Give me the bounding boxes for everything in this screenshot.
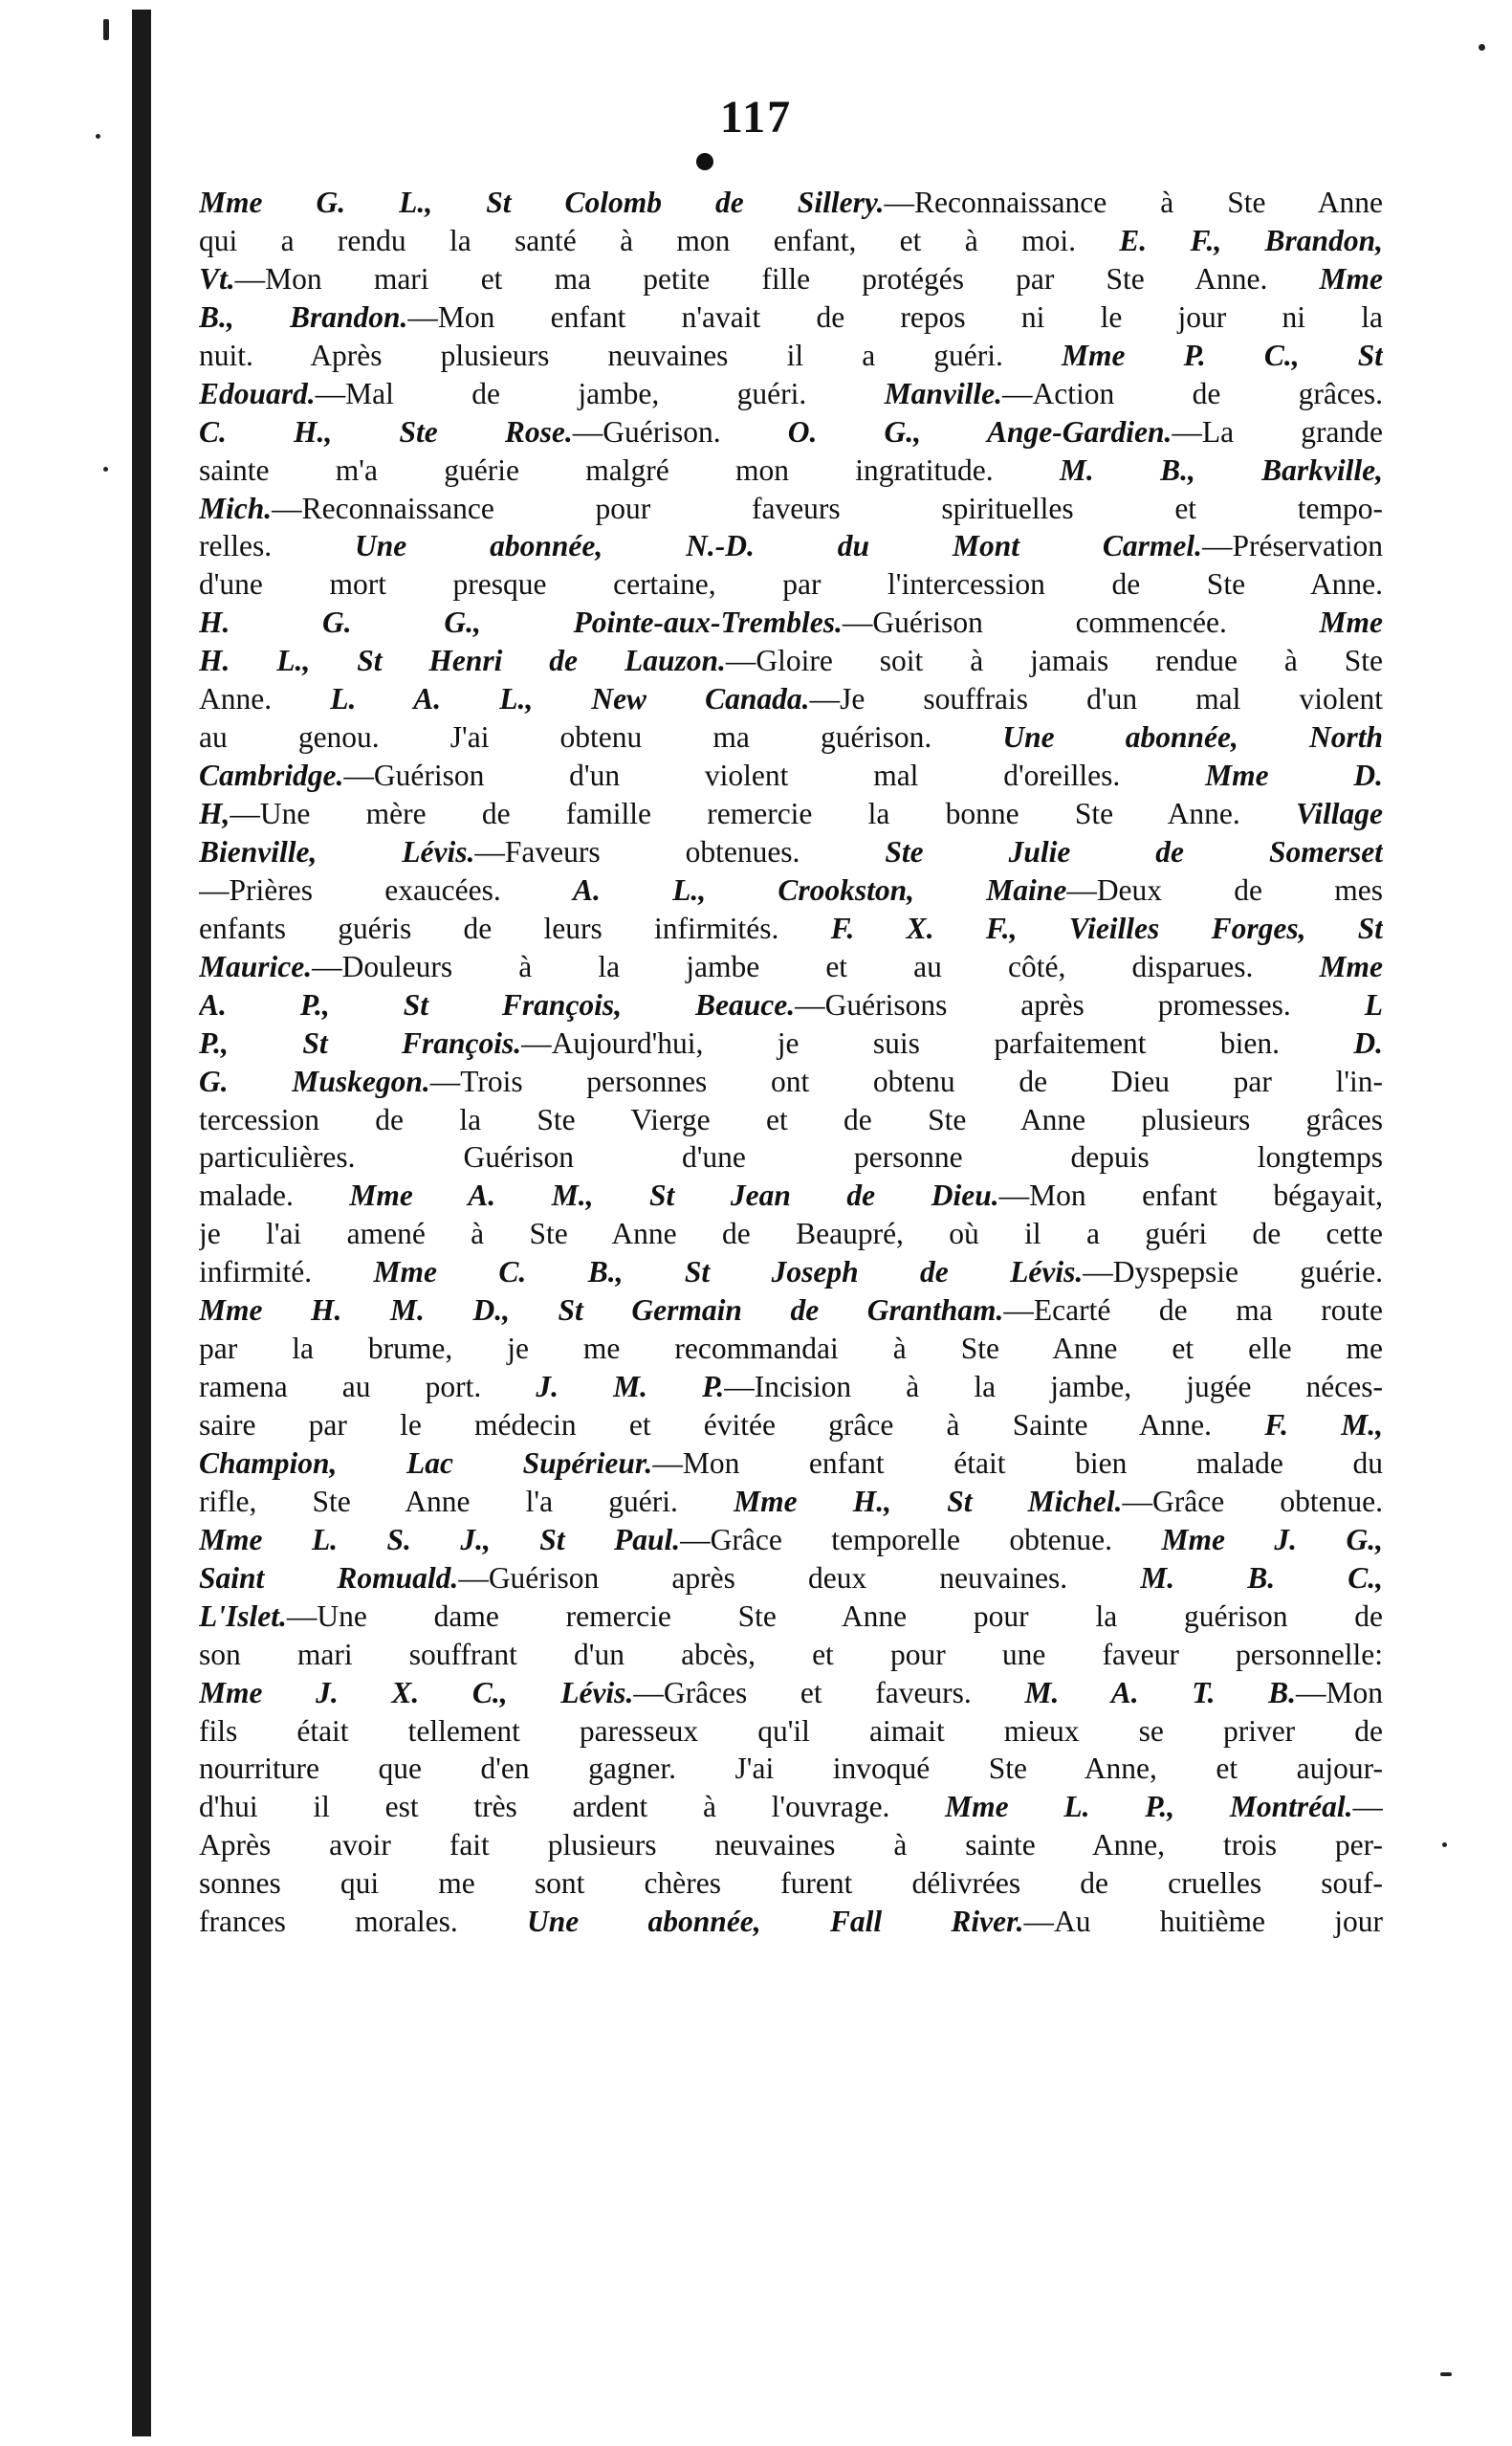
entry-attribution: Mme H., St Michel. [734, 1484, 1123, 1518]
text-line [199, 490, 1383, 528]
text-line [199, 1368, 1383, 1406]
entry-text: — [1352, 1790, 1383, 1824]
text-line [199, 1444, 1383, 1483]
entry-attribution: B., Brandon. [199, 299, 408, 334]
text-line [199, 1636, 1383, 1674]
entry-attribution: Maurice. [199, 949, 313, 983]
entry-attribution: Mme L. P., Montréal. [945, 1790, 1353, 1824]
scan-speck [103, 19, 109, 40]
entry-text: —Incision à la jambe, jugée néces- [724, 1370, 1383, 1404]
entry-text: —Guérison. [572, 414, 788, 449]
entry-attribution: Mme P. C., St [1062, 338, 1383, 372]
entry-text: —Une mère de famille remercie la bonne Ste Anne. [230, 797, 1296, 830]
entry-text: je l'ai amené à Ste Anne de Beaupré, où il a guéri de cette [199, 1217, 1383, 1251]
entry-attribution: H. G. G., Pointe-aux-Trembles. [199, 606, 843, 640]
entry-text: fils était tellement paresseux qu'il aimait mieux se priver de [199, 1713, 1383, 1748]
entry-attribution: Une abonnée, Fall River. [527, 1905, 1024, 1939]
text-line [199, 452, 1383, 490]
entry-attribution: Mme H. M. D., St Germain de Grantham. [199, 1293, 1004, 1328]
entry-text: —Dyspepsie guérie. [1083, 1255, 1383, 1289]
entry-attribution: Mme C. B., St Joseph de Lévis. [373, 1255, 1084, 1289]
text-line [199, 527, 1383, 565]
entry-attribution: Une abonnée, N.-D. du Mont Carmel. [355, 529, 1203, 563]
entry-attribution: L'Islet. [199, 1598, 287, 1633]
body-text [199, 184, 1383, 1941]
text-line [199, 375, 1383, 413]
entry-text: —Faveurs obtenues. [474, 834, 886, 869]
entry-attribution: C. H., Ste Rose. [199, 414, 573, 449]
entry-text: sonnes qui me sont chères furent délivrées de cruelles souf- [199, 1866, 1383, 1901]
text-line [199, 1177, 1383, 1215]
entry-attribution: Edouard. [199, 376, 316, 410]
entry-text: —Gloire soit à jamais rendue à Ste [725, 644, 1383, 678]
entry-attribution: Bienville, Lévis. [199, 834, 475, 869]
text-line [199, 1826, 1383, 1864]
entry-text: particulières. Guérison d'une personne depuis longtemps [199, 1140, 1383, 1175]
text-line [199, 1712, 1383, 1751]
entry-attribution: J. M. P. [536, 1370, 725, 1404]
entry-text: nourriture que d'en gagner. J'ai invoqué Ste Anne, et aujour- [199, 1752, 1383, 1786]
text-line [199, 1101, 1383, 1139]
entry-text: —Action de grâces. [1001, 376, 1383, 410]
entry-attribution: Une abonnée, North [1002, 720, 1383, 755]
entry-text: qui a rendu la santé à mon enfant, et à moi. [199, 223, 1120, 257]
text-line [199, 1330, 1383, 1368]
entry-text: relles. [199, 529, 355, 563]
entry-text: —Trois personnes ont obtenu de Dieu par l'in- [429, 1064, 1383, 1098]
text-line [199, 298, 1383, 337]
entry-text: Anne. [199, 682, 331, 716]
text-line [199, 1521, 1383, 1559]
entry-text: son mari souffrant d'un abcès, et pour une faveur personnelle: [199, 1637, 1383, 1671]
text-line [199, 1903, 1383, 1941]
entry-text: —Une dame remercie Ste Anne pour la guérison de [286, 1598, 1383, 1633]
entry-attribution: F. M., [1264, 1408, 1383, 1442]
entry-text: rifle, Ste Anne l'a guéri. [199, 1484, 734, 1518]
entry-text: sainte m'a guérie malgré mon ingratitude. [199, 452, 1060, 487]
entry-attribution: H. L., St Henri de Lauzon. [199, 644, 726, 678]
entry-text: ramena au port. [199, 1370, 537, 1404]
entry-text: —Grâce temporelle obtenue. [680, 1522, 1162, 1556]
entry-text: frances morales. [199, 1905, 528, 1939]
text-line [199, 1025, 1383, 1063]
entry-attribution: Mme [1319, 261, 1383, 296]
entry-attribution: Saint Romuald. [199, 1560, 459, 1595]
text-line [199, 260, 1383, 298]
entry-text: —Deux de mes [1066, 872, 1383, 907]
entry-text: —La grande [1172, 414, 1383, 449]
entry-attribution: Mme G. L., St Colomb de Sillery. [199, 186, 885, 219]
entry-text: enfants guéris de leurs infirmités. [199, 911, 831, 945]
entry-attribution: Mich. [199, 491, 273, 525]
entry-attribution: O. G., Ange-Gardien. [787, 414, 1172, 449]
text-line [199, 1750, 1383, 1788]
page-number: 117 [719, 92, 793, 143]
text-line [199, 565, 1383, 604]
entry-attribution: D. [1353, 1025, 1383, 1060]
entry-text: —Guérisons après promesses. [795, 987, 1365, 1022]
text-line [199, 718, 1383, 757]
binding-shadow [132, 10, 151, 2436]
entry-text: d'hui il est très ardent à l'ouvrage. [199, 1790, 946, 1824]
text-line [199, 642, 1383, 680]
entry-attribution: L. A. L., New Canada. [330, 682, 810, 716]
text-line [199, 871, 1383, 910]
text-line [199, 795, 1383, 833]
entry-attribution: Mme J. G., [1161, 1522, 1383, 1556]
text-line [199, 1864, 1383, 1903]
text-line [199, 1598, 1383, 1636]
scan-speck [1440, 2372, 1452, 2376]
text-line [199, 1291, 1383, 1330]
entry-text: —Guérison d'un violent mal d'oreilles. [343, 759, 1206, 793]
scan-speck [1479, 44, 1485, 51]
text-line [199, 680, 1383, 718]
entry-text: —Au huitième jour [1023, 1905, 1383, 1939]
text-line [199, 222, 1383, 260]
entry-attribution: L [1364, 987, 1383, 1022]
text-line [199, 1483, 1383, 1521]
entry-text: —Reconnaissance à Ste Anne [884, 186, 1383, 219]
entry-attribution: G. Muskegon. [199, 1064, 430, 1098]
text-line [199, 1788, 1383, 1826]
entry-text: saire par le médecin et évitée grâce à Sainte Anne. [199, 1408, 1265, 1442]
text-line [199, 1674, 1383, 1712]
entry-attribution: Mme [1319, 606, 1383, 640]
entry-text: par la brume, je me recommandai à Ste Anne et elle me [199, 1332, 1383, 1366]
entry-text: —Reconnaissance pour faveurs spirituelles et tempo- [272, 491, 1383, 525]
text-line [199, 1253, 1383, 1291]
text-line [199, 833, 1383, 871]
text-line [199, 1063, 1383, 1101]
entry-text: nuit. Après plusieurs neuvaines il a guéri. [199, 338, 1063, 372]
entry-attribution: Champion, Lac Supérieur. [199, 1445, 653, 1480]
entry-text: —Préservation [1202, 529, 1383, 563]
entry-text: —Ecarté de ma route [1003, 1293, 1383, 1328]
entry-text: —Mal de jambe, guéri. [315, 376, 885, 410]
entry-attribution: Mme L. S. J., St Paul. [199, 1522, 681, 1556]
text-line [199, 910, 1383, 948]
text-line [199, 604, 1383, 642]
entry-attribution: Mme D. [1205, 759, 1383, 793]
entry-text: infirmité. [199, 1255, 374, 1289]
entry-attribution: Mme [1319, 949, 1383, 983]
entry-text: —Mon enfant était bien malade du [652, 1445, 1383, 1480]
entry-text: —Mon enfant n'avait de repos ni le jour ni la [407, 299, 1383, 334]
entry-text: Après avoir fait plusieurs neuvaines à sainte Anne, trois per- [199, 1828, 1383, 1862]
entry-attribution: Mme J. X. C., Lévis. [199, 1675, 634, 1709]
entry-attribution: M. B., Barkville, [1059, 452, 1383, 487]
entry-attribution: Village [1295, 797, 1383, 830]
text-line [199, 948, 1383, 986]
entry-attribution: Manville. [884, 376, 1002, 410]
text-line [199, 184, 1383, 222]
text-line [199, 1406, 1383, 1444]
entry-text: —Douleurs à la jambe et au côté, disparues. [312, 949, 1320, 983]
entry-text: d'une mort presque certaine, par l'intercession de Ste Anne. [199, 567, 1383, 602]
entry-attribution: E. F., Brandon, [1119, 223, 1383, 257]
entry-attribution: Vt. [199, 261, 235, 296]
scan-speck [1442, 1842, 1447, 1847]
entry-attribution: Mme A. M., St Jean de Dieu. [349, 1179, 999, 1213]
entry-text: —Guérison après deux neuvaines. [458, 1560, 1141, 1595]
entry-attribution: A. L., Crookston, Maine [573, 872, 1067, 907]
entry-text: —Prières exaucées. [199, 872, 574, 907]
text-line [199, 986, 1383, 1025]
entry-attribution: Cambridge. [199, 759, 344, 793]
entry-text: —Mon enfant bégayait, [998, 1179, 1383, 1213]
print-mark [696, 153, 713, 170]
entry-text: —Grâces et faveurs. [633, 1675, 1025, 1709]
entry-attribution: A. P., St François, Beauce. [199, 987, 796, 1022]
text-line [199, 337, 1383, 375]
entry-text: —Je souffrais d'un mal violent [809, 682, 1383, 716]
entry-attribution: F. X. F., Vieilles Forges, St [830, 911, 1383, 945]
entry-text: tercession de la Ste Vierge et de Ste Anne plusieurs grâces [199, 1102, 1383, 1136]
entry-attribution: H, [199, 797, 230, 830]
text-line [199, 1138, 1383, 1177]
entry-text: —Mon mari et ma petite fille protégés par Ste Anne. [234, 261, 1320, 296]
entry-attribution: M. A. T. B. [1024, 1675, 1296, 1709]
scan-speck [103, 467, 108, 472]
entry-attribution: M. B. C., [1140, 1560, 1383, 1595]
entry-attribution: Ste Julie de Somerset [885, 834, 1383, 869]
entry-text: —Aujourd'hui, je suis parfaitement bien. [521, 1025, 1354, 1060]
entry-attribution: P., St François. [199, 1025, 522, 1060]
text-line [199, 757, 1383, 795]
text-line [199, 1559, 1383, 1598]
entry-text: —Guérison commencée. [842, 606, 1320, 640]
entry-text: malade. [199, 1179, 350, 1213]
entry-text: au genou. J'ai obtenu ma guérison. [199, 720, 1003, 755]
text-line [199, 413, 1383, 452]
entry-text: —Mon [1296, 1675, 1383, 1709]
entry-text: —Grâce obtenue. [1122, 1484, 1383, 1518]
text-line [199, 1215, 1383, 1253]
